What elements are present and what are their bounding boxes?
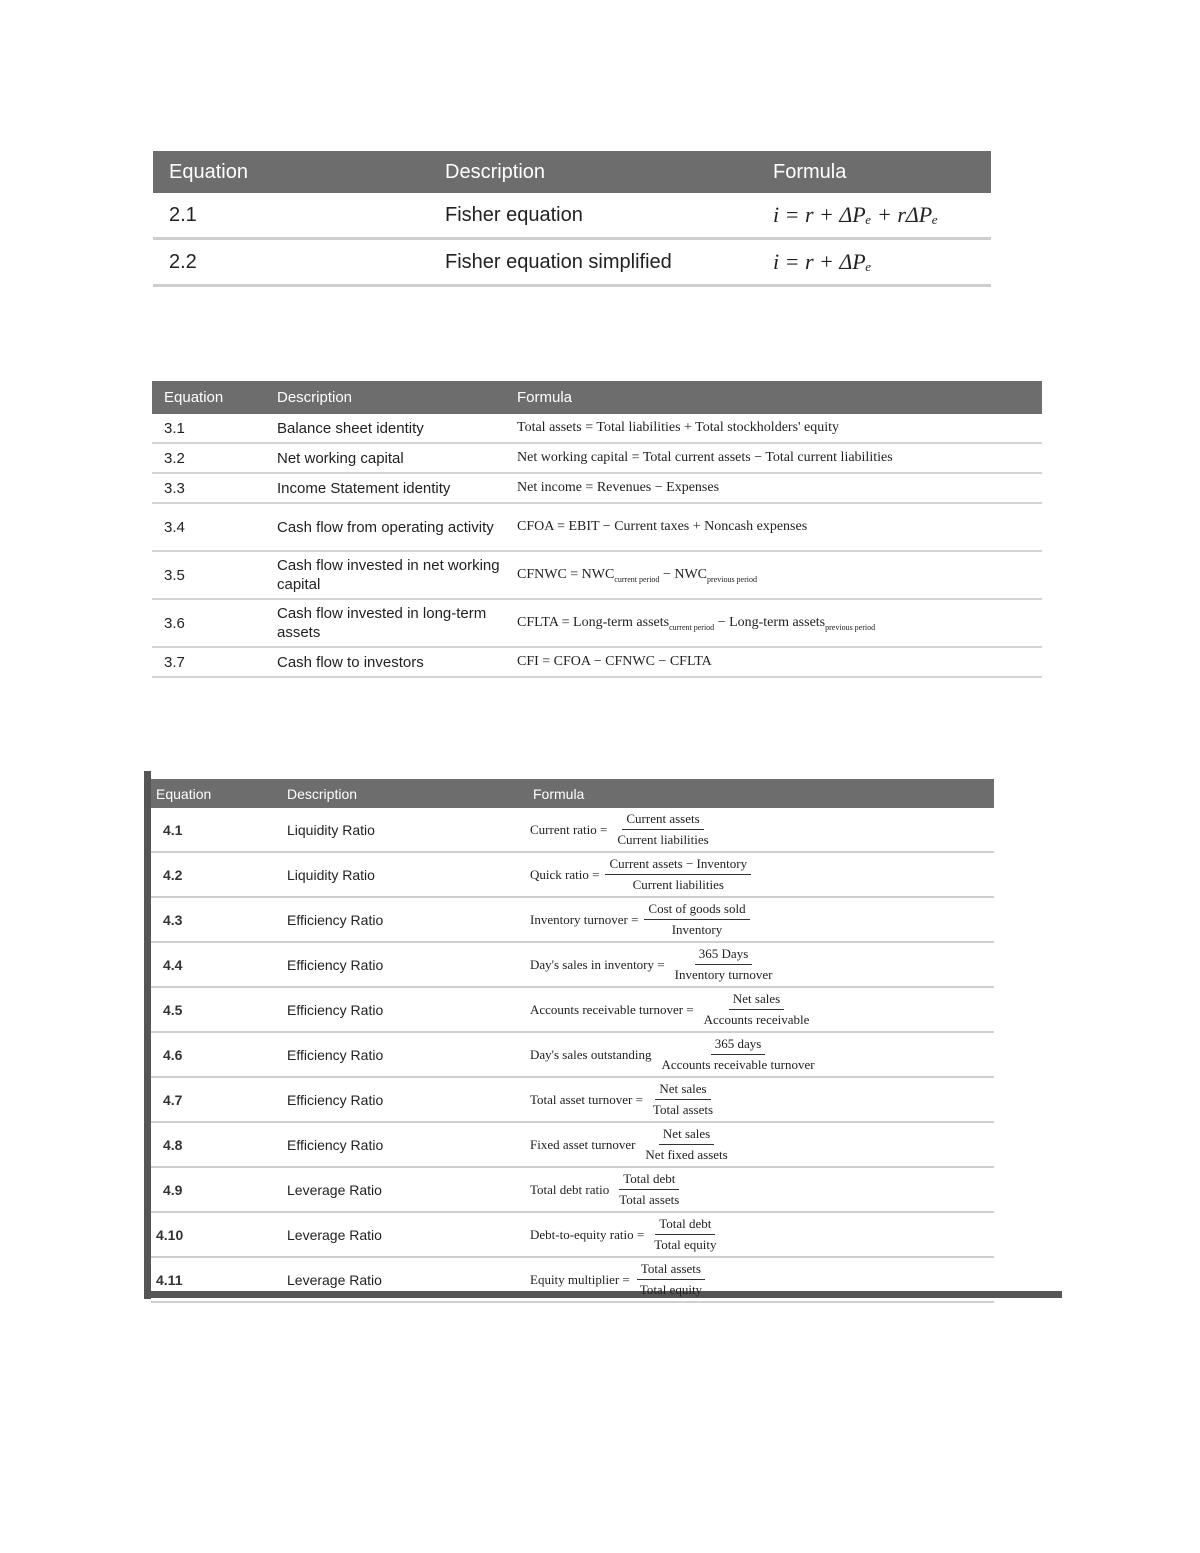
formula-mid: − Long-term assets xyxy=(714,614,826,630)
fraction xyxy=(700,991,814,1028)
fraction-denominator: Total assets xyxy=(619,1192,680,1207)
equation-description: Fisher equation xyxy=(429,193,757,239)
fraction xyxy=(615,1171,683,1208)
table-row xyxy=(152,473,1042,503)
equation-number: 3.4 xyxy=(152,503,265,551)
fraction-denominator: Net fixed assets xyxy=(645,1147,728,1162)
fraction-denominator: Total equity xyxy=(654,1237,717,1252)
equation-description: Efficiency Ratio xyxy=(282,942,528,987)
header-description: Description xyxy=(265,381,505,414)
fraction-denominator: Accounts receivable turnover xyxy=(661,1057,815,1072)
equation-formula xyxy=(528,1167,994,1212)
formula-subscript: current period xyxy=(614,574,660,584)
fraction-numerator: Net sales xyxy=(729,991,784,1010)
header-description: Description xyxy=(429,151,757,193)
fraction-numerator: 365 Days xyxy=(695,946,752,965)
equation-formula: i = r + ΔPₑ xyxy=(757,239,991,286)
equation-number: 3.2 xyxy=(152,443,265,473)
equation-formula xyxy=(528,1212,994,1257)
formula-lhs: Debt-to-equity ratio = xyxy=(530,1226,645,1242)
table-row xyxy=(152,647,1042,677)
equation-formula xyxy=(528,1077,994,1122)
table-row xyxy=(151,942,994,987)
fraction-denominator: Total assets xyxy=(652,1102,714,1117)
equation-description: Efficiency Ratio xyxy=(282,897,528,942)
equation-number: 4.1 xyxy=(151,808,282,852)
table-row xyxy=(151,1212,994,1257)
table-row xyxy=(151,852,994,897)
table-row xyxy=(151,1122,994,1167)
fraction-denominator: Inventory turnover xyxy=(674,967,773,982)
equation-formula: Net working capital = Total current assets − Total current liabilities xyxy=(505,443,1042,473)
equation-formula xyxy=(528,852,994,897)
formula-lhs: Total asset turnover = xyxy=(530,1091,643,1107)
formula-wrap xyxy=(530,1081,994,1118)
fraction-numerator: Net sales xyxy=(655,1081,710,1100)
formula-lhs: Total debt ratio xyxy=(530,1181,610,1197)
fraction-numerator: Total debt xyxy=(619,1171,679,1190)
fraction xyxy=(649,1081,717,1118)
fraction xyxy=(644,901,749,938)
equation-description: Liquidity Ratio xyxy=(282,852,528,897)
equation-number: 3.5 xyxy=(152,551,265,599)
equation-number: 3.6 xyxy=(152,599,265,647)
formula-wrap xyxy=(530,1171,994,1208)
header-equation: Equation xyxy=(151,779,282,808)
formula-lhs: Current ratio = xyxy=(530,821,608,837)
equation-formula: i = r + ΔPₑ + rΔPₑ xyxy=(757,193,991,239)
equation-number: 4.3 xyxy=(151,897,282,942)
header-formula: Formula xyxy=(757,151,991,193)
formula-subscript: previous period xyxy=(707,574,757,584)
equation-description: Balance sheet identity xyxy=(265,414,505,443)
financial-statement-equations-table xyxy=(152,381,1042,678)
equation-number: 4.7 xyxy=(151,1077,282,1122)
equation-number: 4.11 xyxy=(151,1257,282,1302)
table-row xyxy=(151,897,994,942)
equation-formula xyxy=(528,897,994,942)
equation-formula: Total assets = Total liabilities + Total stockholders' equity xyxy=(505,414,1042,443)
formula-wrap xyxy=(530,901,994,938)
fraction xyxy=(650,1216,720,1253)
formula-wrap xyxy=(530,946,994,983)
fraction-numerator: Cost of goods sold xyxy=(644,901,749,920)
equation-formula: CFI = CFOA − CFNWC − CFLTA xyxy=(505,647,1042,677)
fraction-numerator: Total debt xyxy=(655,1216,715,1235)
table-row xyxy=(151,1167,994,1212)
formula-lhs: Accounts receivable turnover = xyxy=(530,1001,694,1017)
table-row xyxy=(153,193,991,239)
equation-number: 4.4 xyxy=(151,942,282,987)
equation-description: Efficiency Ratio xyxy=(282,987,528,1032)
equation-formula: Net income = Revenues − Expenses xyxy=(505,473,1042,503)
formula-lhs: Day's sales outstanding xyxy=(530,1046,652,1062)
formula-main: CFLTA = Long-term assets xyxy=(517,614,670,630)
formula-subscript: current period xyxy=(669,622,715,632)
table-row xyxy=(152,443,1042,473)
table-row xyxy=(151,1257,994,1302)
equation-number: 4.8 xyxy=(151,1122,282,1167)
fraction xyxy=(605,856,751,893)
equation-number: 4.6 xyxy=(151,1032,282,1077)
header-formula: Formula xyxy=(528,779,994,808)
header-equation: Equation xyxy=(152,381,265,414)
fraction-numerator: Current assets − Inventory xyxy=(605,856,751,875)
table-header-row xyxy=(152,381,1042,414)
header-description: Description xyxy=(282,779,528,808)
financial-ratios-table xyxy=(151,779,994,1303)
fisher-equations-table xyxy=(153,151,991,287)
equation-number: 4.9 xyxy=(151,1167,282,1212)
equation-description: Efficiency Ratio xyxy=(282,1122,528,1167)
formula-wrap xyxy=(530,991,994,1028)
formula-main: CFNWC = NWC xyxy=(517,566,615,582)
fraction-denominator: Current liabilities xyxy=(632,877,724,892)
fraction-denominator: Total equity xyxy=(639,1282,703,1297)
table-row xyxy=(152,414,1042,443)
equation-formula xyxy=(528,1032,994,1077)
equation-formula xyxy=(528,808,994,852)
formula-wrap xyxy=(530,811,994,848)
fraction-numerator: Net sales xyxy=(659,1126,714,1145)
equation-description: Efficiency Ratio xyxy=(282,1077,528,1122)
formula-lhs: Day's sales in inventory = xyxy=(530,956,665,972)
equation-number: 3.1 xyxy=(152,414,265,443)
fraction-denominator: Current liabilities xyxy=(617,832,709,847)
table-row xyxy=(151,987,994,1032)
equation-formula xyxy=(528,1122,994,1167)
fraction-denominator: Inventory xyxy=(671,922,723,937)
formula-wrap xyxy=(530,1036,994,1073)
formula-lhs: Fixed asset turnover xyxy=(530,1136,636,1152)
formula-wrap xyxy=(530,1261,994,1298)
equation-description: Net working capital xyxy=(265,443,505,473)
fraction xyxy=(671,946,777,983)
equation-description: Income Statement identity xyxy=(265,473,505,503)
equation-description: Cash flow to investors xyxy=(265,647,505,677)
formula-lhs: Quick ratio = xyxy=(530,866,600,882)
formula-wrap xyxy=(530,856,994,893)
table-row xyxy=(151,1077,994,1122)
formula-subscript: previous period xyxy=(825,622,876,632)
equation-description: Cash flow invested in net working capital xyxy=(265,551,505,599)
equation-description: Cash flow from operating activity xyxy=(265,503,505,551)
equation-description: Fisher equation simplified xyxy=(429,239,757,286)
fraction xyxy=(641,1126,731,1163)
equation-formula xyxy=(528,942,994,987)
equation-number: 3.3 xyxy=(152,473,265,503)
equation-description: Liquidity Ratio xyxy=(282,808,528,852)
table-frame-left xyxy=(144,771,151,1299)
formula-lhs: Equity multiplier = xyxy=(530,1271,630,1287)
table-row xyxy=(152,503,1042,551)
equation-description: Efficiency Ratio xyxy=(282,1032,528,1077)
table-row xyxy=(152,551,1042,599)
fraction xyxy=(613,811,712,848)
table-header-row xyxy=(153,151,991,193)
fraction-numerator: 365 days xyxy=(711,1036,766,1055)
equation-formula xyxy=(505,551,1042,599)
table-header-row xyxy=(151,779,994,808)
fraction-denominator: Accounts receivable xyxy=(703,1012,810,1027)
fraction xyxy=(658,1036,819,1073)
equation-number: 4.5 xyxy=(151,987,282,1032)
equation-description: Cash flow invested in long-term assets xyxy=(265,599,505,647)
equation-formula xyxy=(528,1257,994,1302)
formula-mid: − NWC xyxy=(659,566,707,582)
equation-number: 4.10 xyxy=(151,1212,282,1257)
formula-wrap xyxy=(530,1216,994,1253)
formula-wrap xyxy=(530,1126,994,1163)
equation-formula: CFOA = EBIT − Current taxes + Noncash expenses xyxy=(505,503,1042,551)
equation-formula xyxy=(505,599,1042,647)
equation-formula xyxy=(528,987,994,1032)
table-row xyxy=(151,1032,994,1077)
fraction-numerator: Current assets xyxy=(622,811,703,830)
table-row xyxy=(151,808,994,852)
fraction-numerator: Total assets xyxy=(637,1261,705,1280)
equation-number: 4.2 xyxy=(151,852,282,897)
equation-number: 2.2 xyxy=(153,239,429,286)
equation-description: Leverage Ratio xyxy=(282,1212,528,1257)
formula-lhs: Inventory turnover = xyxy=(530,911,639,927)
header-formula: Formula xyxy=(505,381,1042,414)
header-equation: Equation xyxy=(153,151,429,193)
table-row xyxy=(152,599,1042,647)
equation-number: 3.7 xyxy=(152,647,265,677)
table-row xyxy=(153,239,991,286)
equation-number: 2.1 xyxy=(153,193,429,239)
fraction xyxy=(636,1261,706,1298)
equation-description: Leverage Ratio xyxy=(282,1167,528,1212)
equation-description: Leverage Ratio xyxy=(282,1257,528,1302)
